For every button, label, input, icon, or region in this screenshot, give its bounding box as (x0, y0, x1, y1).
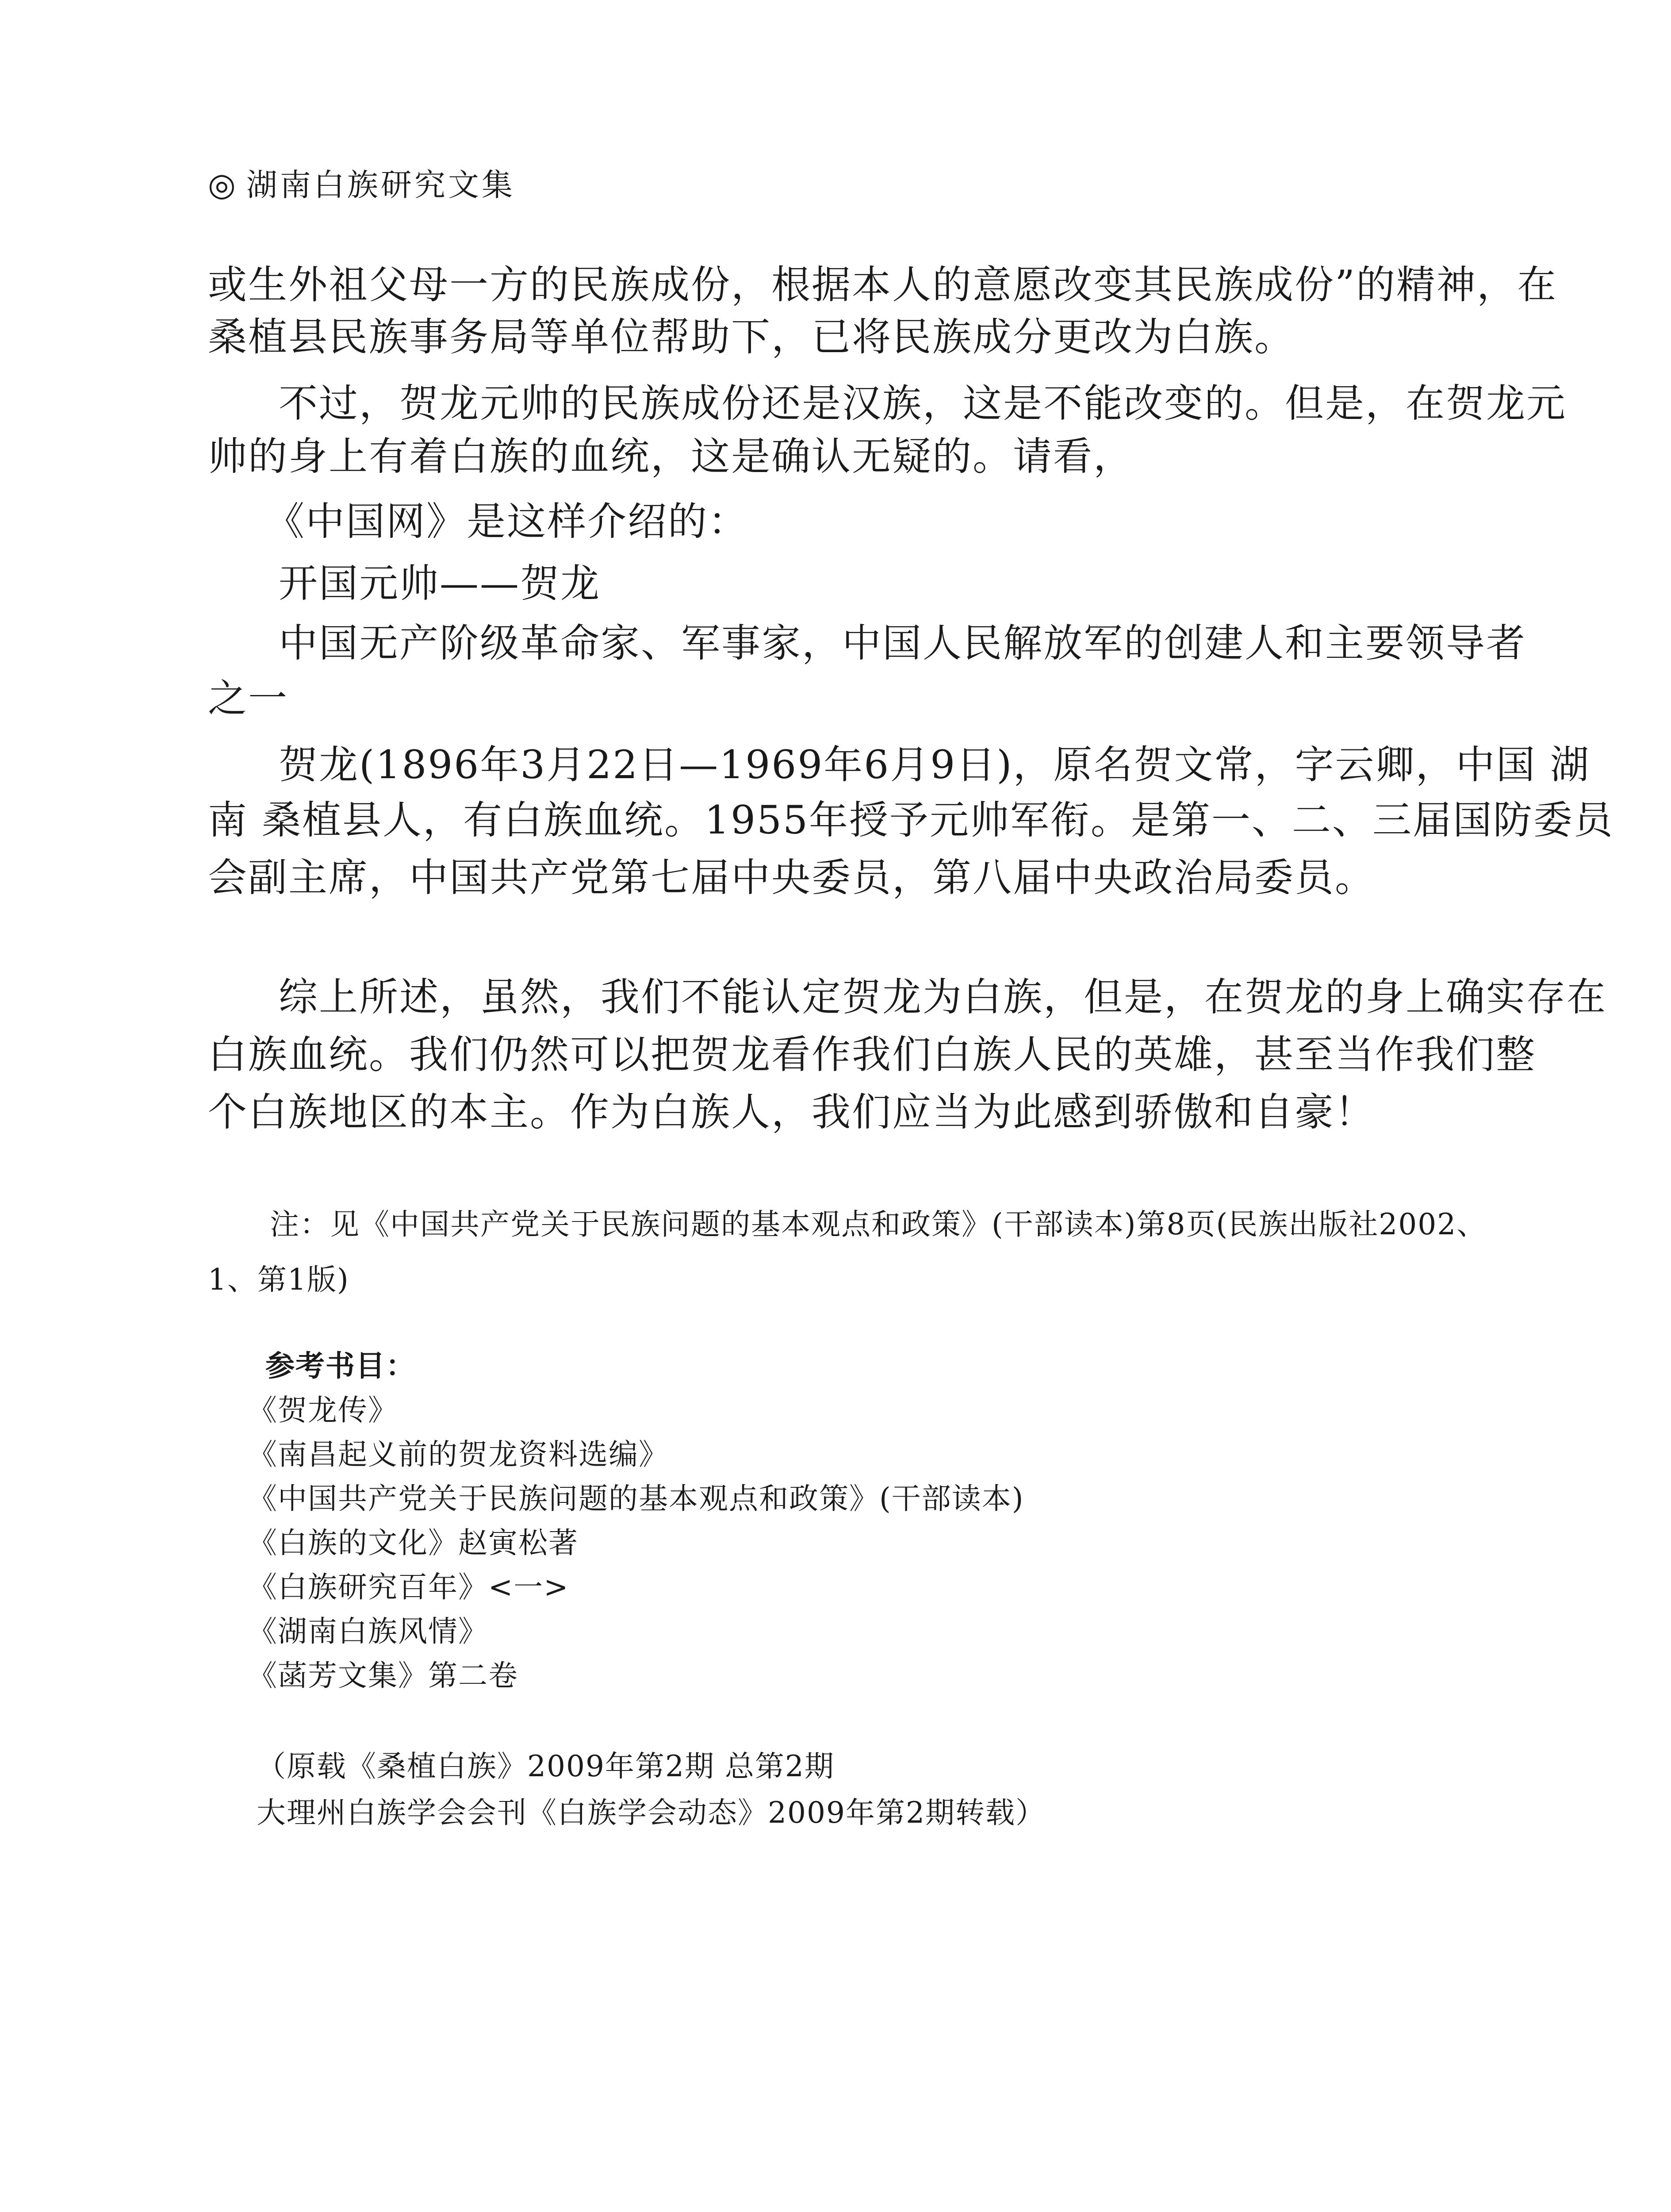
header-ornament-icon: ◎ (208, 166, 238, 203)
conclusion-line-1: 综上所述，虽然，我们不能认定贺龙为白族，但是，在贺龙的身上确实存在 (279, 974, 1607, 1020)
reference-item: 《白族研究百年》<一> (248, 1570, 569, 1604)
quote-bio-line-1: 贺龙(1896年3月22日—1969年6月9日)，原名贺文常，字云卿，中国 湖 (279, 742, 1591, 787)
running-header (208, 160, 515, 205)
references-title: 参考书目： (265, 1349, 416, 1383)
source-line-2: 大理州白族学会会刊《白族学会动态》2009年第2期转载） (257, 1796, 1046, 1830)
quote-subheading-line-2: 之一 (208, 676, 289, 721)
source-line-1: （原载《桑植白族》2009年第2期 总第2期 (257, 1749, 835, 1783)
conclusion-line-2: 白族血统。我们仍然可以把贺龙看作我们白族人民的英雄，甚至当作我们整 (208, 1032, 1537, 1077)
quote-heading: 开国元帅——贺龙 (279, 561, 601, 606)
paragraph2-line-2: 帅的身上有着白族的血统，这是确认无疑的。请看， (208, 434, 1134, 479)
quote-intro: 《中国网》是这样介绍的： (265, 499, 749, 544)
quote-subheading-line-1: 中国无产阶级革命家、军事家，中国人民解放军的创建人和主要领导者 (279, 620, 1527, 666)
reference-item: 《中国共产党关于民族问题的基本观点和政策》(干部读本) (248, 1482, 1024, 1516)
paragraph1-line-2: 桑植县民族事务局等单位帮助下，已将民族成分更改为白族。 (208, 314, 1295, 360)
reference-item: 《贺龙传》 (248, 1393, 398, 1427)
reference-item: 《湖南白族风情》 (248, 1614, 488, 1648)
quote-bio-line-2: 南 桑植县人，有白族血统。1955年授予元帅军衔。是第一、二、三届国防委员 (208, 797, 1614, 843)
reference-item: 《菡芳文集》第二卷 (248, 1659, 518, 1693)
reference-item: 《南昌起义前的贺龙资料选编》 (248, 1437, 669, 1471)
note-line-2: 1、第1版) (208, 1263, 349, 1297)
quote-bio-line-3: 会副主席，中国共产党第七届中央委员，第八届中央政治局委员。 (208, 855, 1376, 900)
paragraph1-line-1: 或生外祖父母一方的民族成份，根据本人的意愿改变其民族成份”的精神，在 (208, 262, 1557, 307)
header-title: 湖南白族研究文集 (246, 167, 515, 203)
paragraph2-line-1: 不过，贺龙元帅的民族成份还是汉族，这是不能改变的。但是，在贺龙元 (279, 380, 1567, 426)
conclusion-line-3: 个白族地区的本主。作为白族人，我们应当为此感到骄傲和自豪！ (208, 1089, 1376, 1135)
reference-item: 《白族的文化》赵寅松著 (248, 1526, 579, 1560)
note-line-1: 注：见《中国共产党关于民族问题的基本观点和政策》(干部读本)第8页(民族出版社2002、 (270, 1207, 1487, 1241)
